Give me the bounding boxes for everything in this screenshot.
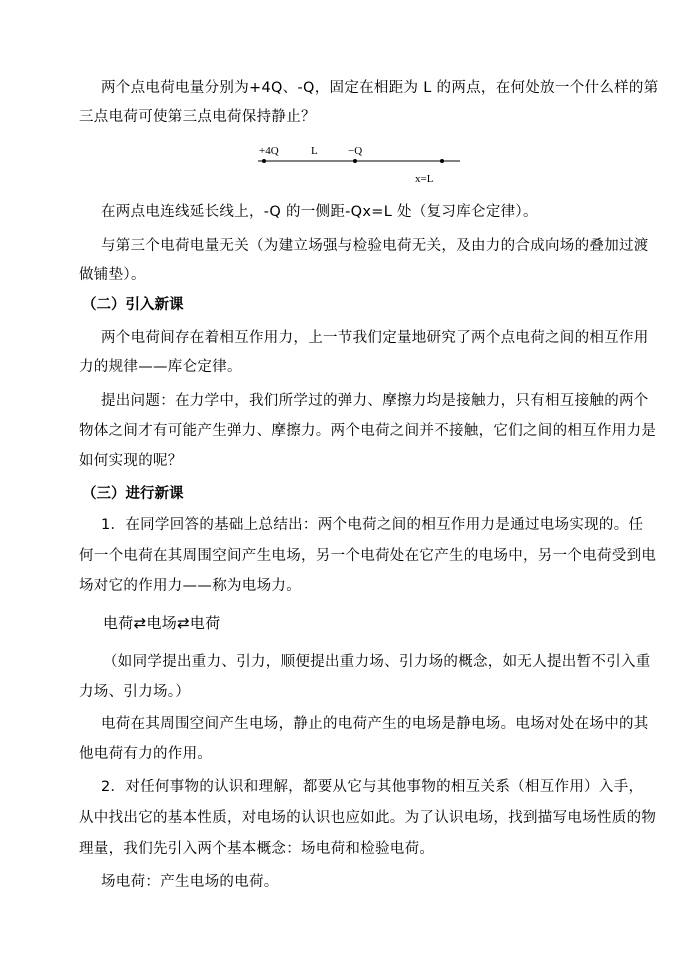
problem-line-2: 三点电荷可使第三点电荷保持静止？ (79, 109, 316, 125)
label-distance-l: L (311, 145, 318, 157)
summary-line-3: 场对它的作用力——称为电场力。 (79, 578, 301, 594)
summary-line-1: 1．在同学回答的基础上总结出：两个电荷之间的相互作用力是通过电场实现的。任 (101, 517, 644, 533)
concept-line-1: 2．对任何事物的认识和理解，都要从它与其他事物的相互关系（相互作用）入手， (101, 779, 644, 795)
definition-line: 场电荷：产生电场的电荷。 (101, 874, 279, 890)
field-line-2: 他电荷有力的作用。 (79, 746, 213, 762)
charge-field-formula: 电荷⇄电场⇄电荷 (103, 614, 221, 632)
answer-line: 在两点电连线延长线上，-Q 的一侧距-Qx=L 处（复习库仑定律）。 (101, 204, 538, 220)
field-line-1: 电荷在其周围空间产生电场，静止的电荷产生的电场是静电场。电场对处在场中的其 (101, 716, 649, 732)
charge-point-third (440, 159, 444, 163)
aside-line-2: 力场、引力场。） (79, 684, 191, 700)
charge-point-minus (353, 159, 357, 163)
summary-line-2: 何一个电荷在其周围空间产生电场，另一个电荷处在它产生的电场中，另一个电荷受到电 (79, 548, 657, 564)
section-heading-intro: （二）引入新课 (82, 297, 184, 313)
question-line-1: 提出问题：在力学中，我们所学过的弹力、摩擦力均是接触力，只有相互接触的两个 (101, 393, 649, 409)
label-minus-q: −Q (348, 145, 363, 157)
note-line-2: 做铺垫）。 (79, 267, 146, 283)
label-plus-4q: +4Q (259, 145, 279, 157)
intro-line-1: 两个电荷间存在着相互作用力，上一节我们定量地研究了两个点电荷之间的相互作用 (101, 330, 649, 346)
concept-line-3: 理量，我们先引入两个基本概念：场电荷和检验电荷。 (79, 841, 435, 857)
label-x-equals-l: x=L (415, 173, 434, 185)
question-line-2: 物体之间才有可能产生弹力、摩擦力。两个电荷之间并不接触，它们之间的相互作用力是 (79, 423, 657, 439)
note-line-1: 与第三个电荷电量无关（为建立场强与检验电荷无关，及由力的合成向场的叠加过渡 (101, 238, 649, 254)
problem-line-1: 两个点电荷电量分别为+4Q、-Q，固定在相距为 L 的两点，在何处放一个什么样的第 (101, 80, 659, 96)
intro-line-2: 力的规律——库仑定律。 (79, 359, 242, 375)
section-heading-new: （三）进行新课 (82, 486, 184, 502)
charge-point-plus (262, 159, 266, 163)
charge-line (255, 155, 465, 167)
concept-line-2: 从中找出它的基本性质，对电场的认识也应如此。为了认识电场，找到描写电场性质的物 (79, 810, 657, 826)
question-line-3: 如何实现的呢？ (79, 453, 183, 469)
aside-line-1: （如同学提出重力、引力，顺便提出重力场、引力场的概念，如无人提出暂不引入重 (103, 654, 651, 670)
